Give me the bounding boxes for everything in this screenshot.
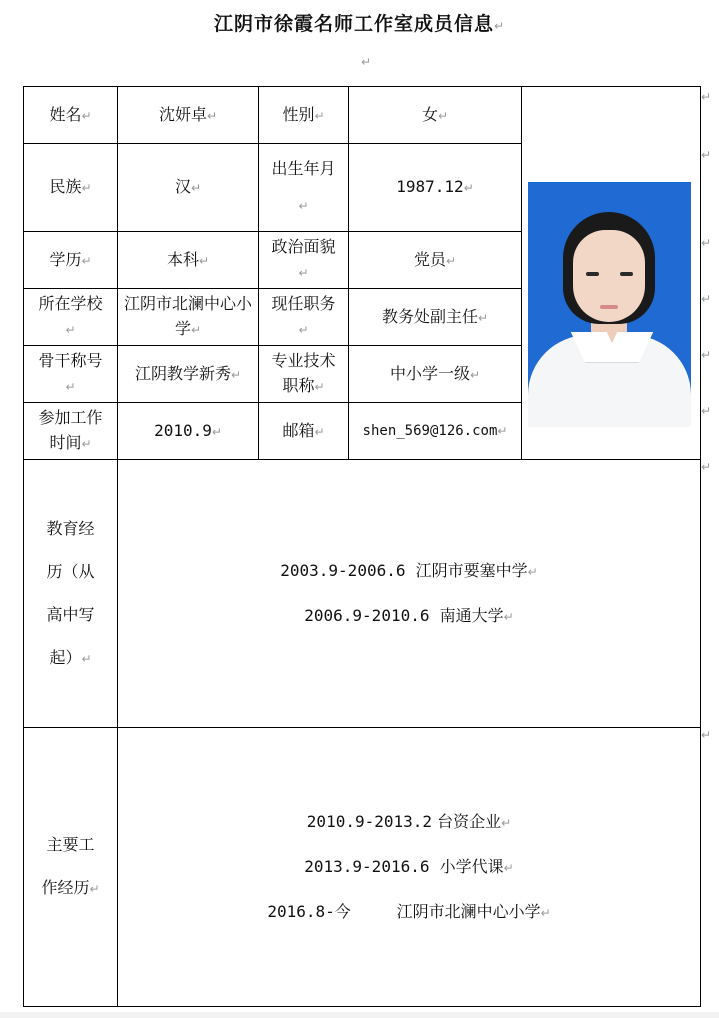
gender-label: 性别↵ (259, 87, 349, 144)
backbone-title-value: 江阴教学新秀↵ (118, 346, 259, 403)
work-entry: 2013.9-2016.6 小学代课↵ (304, 856, 514, 876)
page-bottom-edge (0, 1012, 719, 1018)
work-history-content (118, 728, 701, 1007)
backbone-title-label: 骨干称号↵ (24, 346, 118, 403)
email-label: 邮箱↵ (259, 403, 349, 460)
return-mark-icon: ↵ (361, 55, 372, 69)
member-photo (528, 182, 691, 427)
name-label: 姓名↵ (24, 87, 118, 144)
school-value: 江阴市北澜中心小学↵ (118, 289, 259, 346)
document-title: 江阴市徐霞名师工作室成员信息↵ (213, 13, 506, 35)
work-start-label: 参加工作时间↵ (24, 403, 118, 460)
education-entry: 2006.9-2010.6 南通大学↵ (304, 605, 514, 625)
birth-label: 出生年月↵ (259, 144, 349, 232)
return-mark-icon: ↵ (701, 460, 712, 474)
name-value: 沈妍卓↵ (118, 87, 259, 144)
political-value: 党员↵ (349, 232, 522, 289)
education-history-label: 教育经历（从高中写起）↵ (24, 460, 118, 728)
education-label: 学历↵ (24, 232, 118, 289)
work-entry: 2016.8-今 江阴市北澜中心小学↵ (267, 901, 551, 921)
birth-value: 1987.12↵ (349, 144, 522, 232)
return-mark-icon: ↵ (701, 728, 712, 742)
education-entry: 2003.9-2006.6 江阴市要塞中学↵ (280, 560, 538, 580)
return-mark-icon: ↵ (493, 19, 506, 33)
work-history-label: 主要工作经历↵ (24, 728, 118, 1007)
ethnicity-value: 汉↵ (118, 144, 259, 232)
position-value: 教务处副主任↵ (349, 289, 522, 346)
member-info-table (23, 86, 701, 1007)
professional-title-value: 中小学一级↵ (349, 346, 522, 403)
return-mark-icon: ↵ (701, 404, 712, 418)
professional-title-label: 专业技术职称↵ (259, 346, 349, 403)
school-label: 所在学校↵ (24, 289, 118, 346)
photo-cell (522, 87, 701, 460)
education-history-content (118, 460, 701, 728)
return-mark-icon: ↵ (701, 236, 712, 250)
gender-value: 女↵ (349, 87, 522, 144)
education-value: 本科↵ (118, 232, 259, 289)
return-mark-icon: ↵ (701, 292, 712, 306)
return-mark-icon: ↵ (701, 148, 712, 162)
work-start-value: 2010.9↵ (118, 403, 259, 460)
work-entry: 2010.9-2013.2 台资企业↵ (306, 811, 512, 831)
return-mark-icon: ↵ (701, 90, 712, 104)
ethnicity-label: 民族↵ (24, 144, 118, 232)
return-mark-icon: ↵ (701, 348, 712, 362)
political-label: 政治面貌↵ (259, 232, 349, 289)
position-label: 现任职务↵ (259, 289, 349, 346)
email-value: shen_569@126.com↵ (349, 403, 522, 460)
